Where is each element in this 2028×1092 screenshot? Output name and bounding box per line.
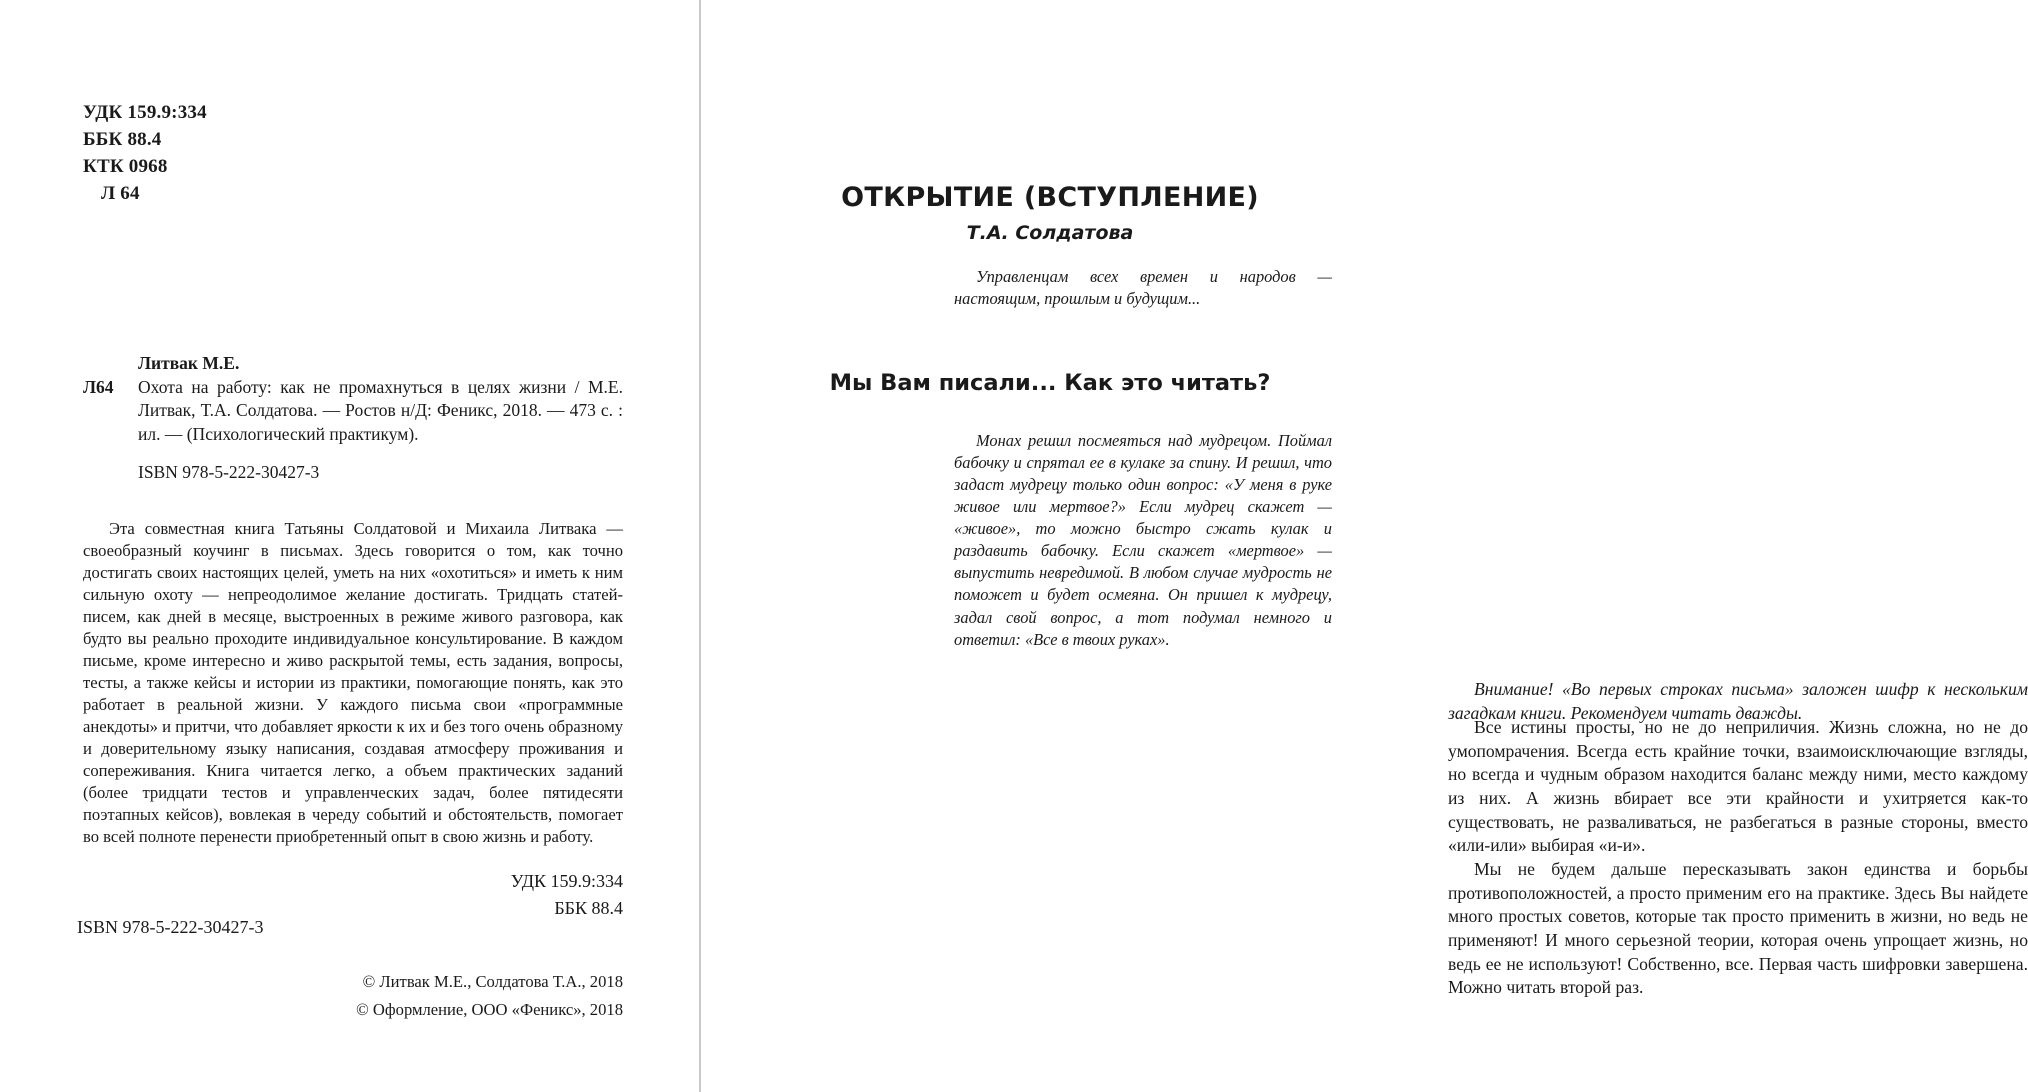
copyright-publisher: © Оформление, ООО «Феникс», 2018 bbox=[356, 1000, 623, 1020]
ktk-code: КТК 0968 bbox=[83, 155, 168, 177]
isbn-bottom: ISBN 978-5-222-30427-3 bbox=[77, 917, 264, 937]
shelf-code: Л 64 bbox=[101, 182, 140, 204]
chapter-title: ОТКРЫТИЕ (ВСТУПЛЕНИЕ) bbox=[841, 182, 1259, 213]
cip-description: Охота на работу: как не промахнуться в целях жизни / М.Е. Литвак, Т.А. Солдатова. — Ростов н/Д: Феникс, 2018. — 473 с. : ил. — (Психологический практикум). bbox=[138, 376, 623, 444]
section-heading: Мы Вам писали... Как это читать? bbox=[829, 370, 1271, 396]
udk-code: УДК 159.9:334 bbox=[83, 102, 207, 123]
copyright-authors: © Литвак М.Е., Солдатова Т.А., 2018 bbox=[362, 972, 623, 991]
dedication-text: Управленцам всех времен и народов — настоящим, прошлым и будущим... bbox=[954, 267, 1332, 308]
body-paragraph: Все истины просты, но не до неприличия. Жизнь сложна, но не до умопомрачения. Всегда есть крайние точки, взаимоисключающие взгляды, но всегда и чудным образом находится баланс между ними, место каждому из них. А жизнь вбирает все эти крайности и ухитряется как-то существовать, не разваливаться, не разбегаться в разные стороны, вместо «или-или» выбирая «и-и». bbox=[1448, 717, 2028, 856]
copyright-lines bbox=[356, 968, 623, 1024]
copyright-page bbox=[0, 0, 700, 1092]
udk-code-bottom: УДК 159.9:334 bbox=[510, 871, 623, 891]
cip-author: Литвак М.Е. bbox=[138, 353, 240, 373]
body-paragraph: Мы не будем дальше пересказывать закон единства и борьбы противоположностей, а просто применим его на практике. Здесь Вы найдете много простых советов, которые так просто применить в жизни, но ведь не применяют! И много серьезной теории, которая очень упрощает жизнь, но ведь ее не используют! Собственно, все. Первая часть шифровки завершена. Можно читать второй раз. bbox=[1448, 858, 2028, 998]
isbn-cip: ISBN 978-5-222-30427-3 bbox=[138, 462, 320, 483]
parable-text: Монах решил посмеяться над мудрецом. Поймал бабочку и спрятал ее в кулаке за спину. И решил, что задаст мудрецу только один вопрос: «У меня в руке живое или мертвое?» Если мудрец скажет — «живое», то можно быстро сжать кулак и раздавить бабочку. Если скажет «мертвое» — выпустить невредимой. В любом случае мудрость не поможет и будет осмеяна. Он пришел к мудрецу, задал свой вопрос, а тот подумал немного и ответил: «Все в твоих руках». bbox=[954, 431, 1332, 649]
udk-bbk-right bbox=[511, 868, 623, 922]
intro-page bbox=[700, 0, 2028, 1092]
classification-codes bbox=[83, 100, 207, 208]
attention-note: Внимание! «Во первых строках письма» заложен шифр к нескольким загадкам книги. Рекомендуем читать дважды. bbox=[1448, 679, 2028, 723]
bbk-code: ББК 88.4 bbox=[83, 128, 162, 150]
cip-sigla: Л64 bbox=[83, 376, 114, 397]
cip-block bbox=[83, 352, 623, 483]
chapter-author: Т.А. Солдатова bbox=[966, 222, 1134, 244]
cip-body bbox=[83, 376, 623, 446]
body-text bbox=[1448, 716, 2028, 1000]
annotation-text: Эта совместная книга Татьяны Солдатовой и Михаила Литвака — своеобразный коучинг в письмах. Здесь говорится о том, как точно достигать своих настоящих целей, уметь на них «охотиться» и иметь к ним сильную охоту — непреодолимое желание достигать. Тридцать статей-писем, как дней в месяце, выстроенных в режиме живого разговора, как будто вы реально проходите индивидуальное консультирование. В каждом письме, кроме интересно и живо раскрытой темы, есть задания, вопросы, тесты, а также кейсы и истории из практики, помогающие понять, как это работает в реальной жизни. У каждого письма свои «программные анекдоты» и притчи, что добавляет яркости к их и без того очень образному и доверительному языку написания, создавая атмосферу проживания и сопереживания. Книга читается легко, а объем практических заданий (более тридцати тестов и управленческих задач, более пятидесяти поэтапных кейсов), вовлекая в череду событий и обстоятельств, помогает во всей полноте перенести приобретенный опыт в свою жизнь и работу. bbox=[83, 519, 623, 846]
bbk-code-bottom: ББК 88.4 bbox=[554, 898, 623, 918]
